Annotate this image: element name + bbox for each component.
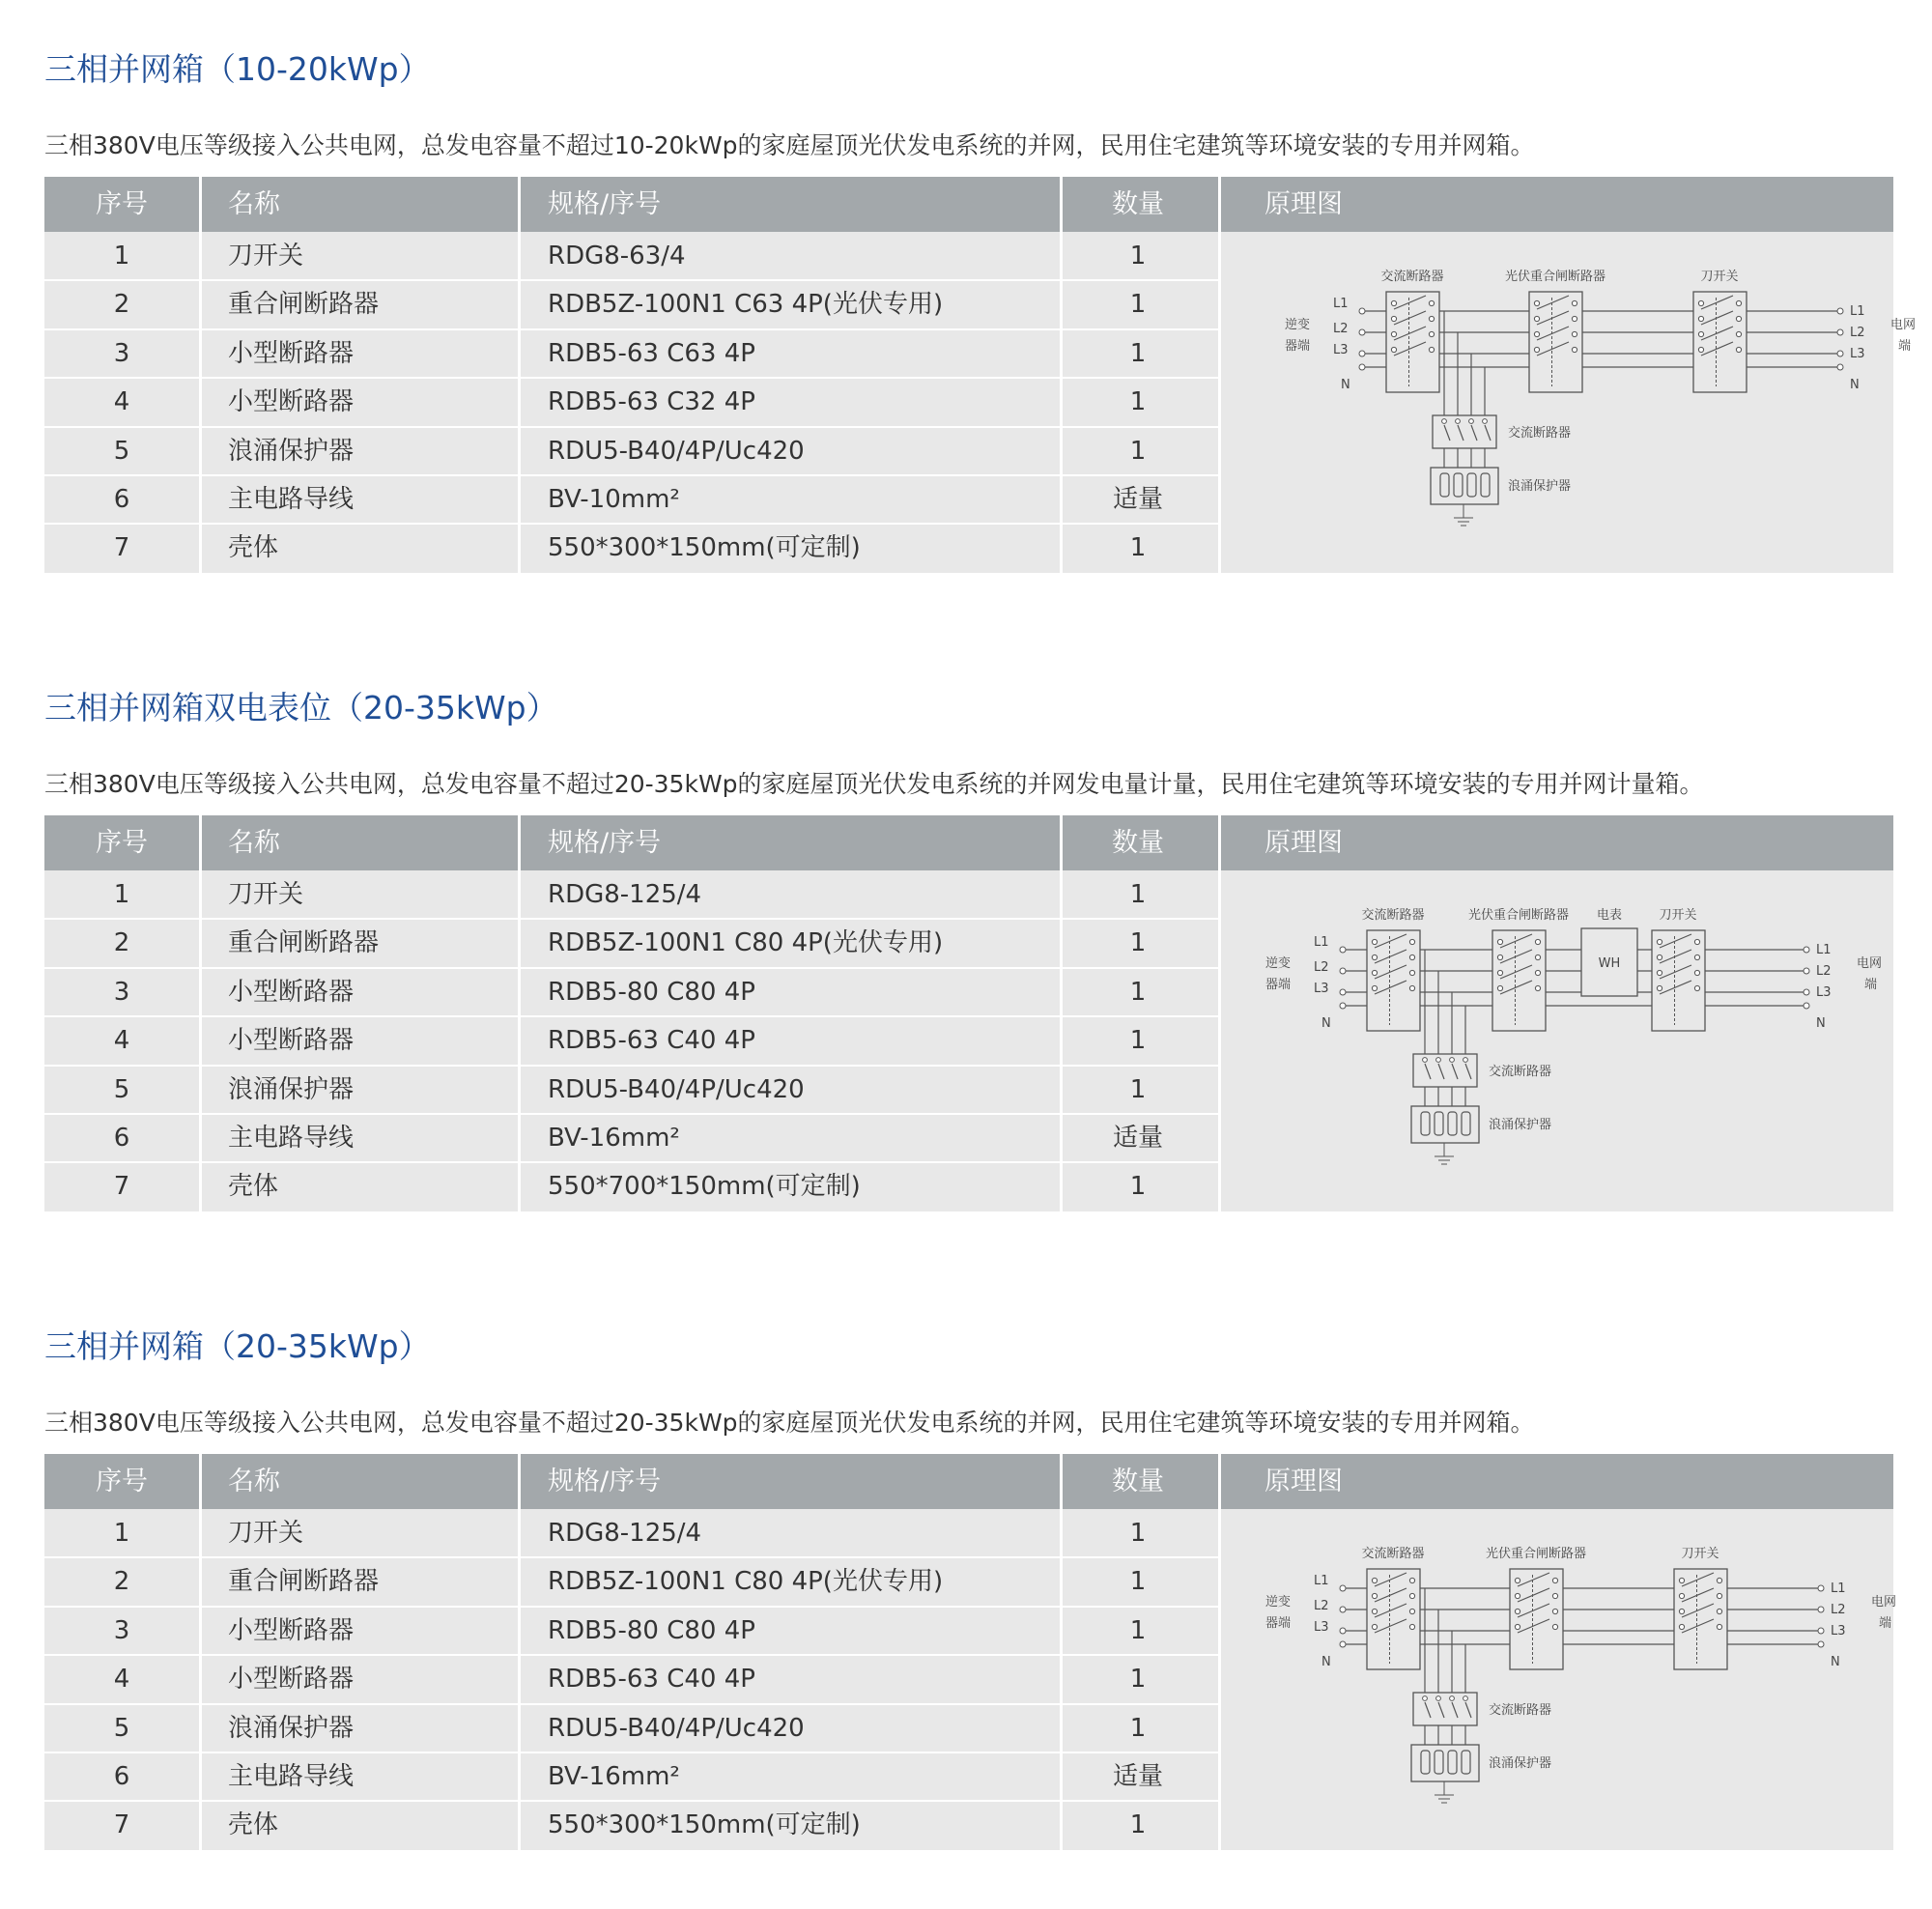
header-qty: 数量: [1112, 189, 1164, 219]
svg-text:刀开关: 刀开关: [1659, 908, 1697, 923]
schematic-diagram: [1222, 870, 1893, 1211]
row-name: 刀开关: [228, 1519, 304, 1548]
row-spec: RDB5Z-100N1 C80 4P(光伏专用): [548, 1567, 944, 1597]
svg-text:L3: L3: [1314, 982, 1329, 996]
row-seq: 4: [113, 387, 130, 417]
row-qty: 1: [1129, 1172, 1147, 1202]
svg-text:端: 端: [1864, 978, 1878, 992]
row-spec: BV-16mm²: [548, 1124, 680, 1153]
svg-text:交流断路器: 交流断路器: [1489, 1065, 1552, 1079]
svg-text:浪涌保护器: 浪涌保护器: [1508, 479, 1572, 494]
row-name: 刀开关: [228, 242, 304, 271]
section-description: 三相380V电压等级接入公共电网，总发电容量不超过20-35kWp的家庭屋顶光伏发电系统的并网发电量计量，民用住宅建筑等环境安装的专用并网计量箱。: [44, 770, 1704, 798]
row-qty: 1: [1129, 338, 1147, 368]
row-name: 浪涌保护器: [228, 1074, 355, 1104]
row-seq: 7: [113, 533, 130, 563]
header-spec: 规格/序号: [548, 828, 662, 858]
row-qty: 1: [1129, 436, 1147, 466]
svg-text:N: N: [1831, 1655, 1840, 1669]
svg-text:逆变: 逆变: [1285, 318, 1311, 332]
row-spec: RDB5-80 C80 4P: [548, 1615, 755, 1645]
row-qty: 1: [1129, 1665, 1147, 1695]
header-diagram: 原理图: [1264, 828, 1343, 858]
svg-text:L1: L1: [1816, 943, 1832, 957]
svg-text:L1: L1: [1831, 1581, 1846, 1596]
row-seq: 5: [113, 1713, 130, 1743]
svg-text:电网: 电网: [1871, 1595, 1897, 1610]
row-spec: RDG8-125/4: [548, 1519, 702, 1548]
row-name: 主电路导线: [228, 1762, 355, 1791]
row-qty: 1: [1129, 533, 1147, 563]
row-qty: 1: [1129, 928, 1147, 958]
svg-text:逆变: 逆变: [1265, 956, 1292, 971]
row-seq: 1: [113, 242, 130, 271]
svg-text:L3: L3: [1314, 1620, 1329, 1635]
row-spec: RDB5-63 C40 4P: [548, 1026, 755, 1056]
row-spec: 550*300*150mm(可定制): [548, 533, 861, 563]
svg-text:器端: 器端: [1265, 978, 1292, 992]
row-seq: 2: [113, 928, 130, 958]
row-name: 浪涌保护器: [228, 436, 355, 466]
row-spec: BV-16mm²: [548, 1762, 680, 1791]
row-name: 小型断路器: [228, 1026, 355, 1056]
row-qty: 适量: [1112, 1124, 1163, 1153]
row-name: 小型断路器: [228, 338, 355, 368]
row-name: 壳体: [228, 1810, 279, 1840]
row-spec: RDU5-B40/4P/Uc420: [548, 1713, 805, 1743]
row-qty: 1: [1129, 290, 1147, 320]
row-qty: 1: [1129, 242, 1147, 271]
svg-text:L1: L1: [1314, 935, 1329, 950]
header-qty: 数量: [1112, 1467, 1164, 1496]
svg-text:L3: L3: [1850, 347, 1865, 361]
row-seq: 3: [113, 1615, 130, 1645]
row-name: 重合闸断路器: [228, 1567, 380, 1597]
svg-text:电网: 电网: [1857, 956, 1883, 971]
svg-text:L2: L2: [1314, 1599, 1329, 1613]
row-seq: 6: [113, 1762, 130, 1791]
row-qty: 1: [1129, 387, 1147, 417]
row-spec: RDB5-63 C32 4P: [548, 387, 755, 417]
section-title: 三相并网箱（10-20kWp）: [44, 50, 431, 88]
row-seq: 6: [113, 1124, 130, 1153]
row-spec: RDG8-63/4: [548, 242, 686, 271]
svg-text:浪涌保护器: 浪涌保护器: [1489, 1118, 1552, 1132]
row-name: 重合闸断路器: [228, 290, 380, 320]
spec-table: [44, 1454, 1897, 1850]
row-qty: 1: [1129, 1713, 1147, 1743]
header-diagram: 原理图: [1264, 189, 1343, 219]
svg-text:L2: L2: [1314, 960, 1329, 975]
header-name: 名称: [228, 1467, 280, 1496]
svg-text:交流断路器: 交流断路器: [1361, 908, 1425, 923]
row-name: 小型断路器: [228, 387, 355, 417]
row-name: 小型断路器: [228, 1615, 355, 1645]
svg-text:N: N: [1816, 1016, 1826, 1031]
row-name: 壳体: [228, 533, 279, 563]
svg-text:L3: L3: [1831, 1624, 1846, 1638]
svg-text:WH: WH: [1598, 956, 1621, 971]
row-spec: RDB5-63 C63 4P: [548, 338, 755, 368]
row-spec: 550*300*150mm(可定制): [548, 1810, 861, 1840]
header-diagram: 原理图: [1264, 1467, 1343, 1496]
header-spec: 规格/序号: [548, 1467, 662, 1496]
row-qty: 1: [1129, 977, 1147, 1007]
row-qty: 1: [1129, 1615, 1147, 1645]
svg-text:刀开关: 刀开关: [1700, 270, 1739, 284]
row-name: 小型断路器: [228, 1665, 355, 1695]
row-qty: 1: [1129, 1810, 1147, 1840]
svg-text:光伏重合闸断路器: 光伏重合闸断路器: [1467, 908, 1570, 923]
row-qty: 适量: [1112, 1762, 1163, 1791]
svg-text:L3: L3: [1816, 985, 1832, 1000]
row-seq: 3: [113, 338, 130, 368]
row-spec: RDB5-63 C40 4P: [548, 1665, 755, 1695]
row-name: 刀开关: [228, 880, 304, 909]
row-seq: 4: [113, 1665, 130, 1695]
row-spec: RDU5-B40/4P/Uc420: [548, 436, 805, 466]
row-qty: 1: [1129, 1519, 1147, 1548]
svg-text:光伏重合闸断路器: 光伏重合闸断路器: [1485, 1547, 1587, 1561]
svg-text:电表: 电表: [1596, 908, 1623, 923]
svg-text:交流断路器: 交流断路器: [1489, 1703, 1552, 1718]
row-qty: 适量: [1112, 485, 1163, 514]
svg-text:器端: 器端: [1285, 339, 1311, 354]
row-seq: 4: [113, 1026, 130, 1056]
schematic-diagram: [1222, 1509, 1897, 1850]
row-seq: 2: [113, 1567, 130, 1597]
svg-text:端: 端: [1898, 339, 1912, 354]
row-spec: RDB5Z-100N1 C80 4P(光伏专用): [548, 928, 944, 958]
svg-text:光伏重合闸断路器: 光伏重合闸断路器: [1504, 270, 1606, 284]
svg-text:刀开关: 刀开关: [1681, 1547, 1719, 1561]
row-name: 壳体: [228, 1172, 279, 1202]
svg-text:交流断路器: 交流断路器: [1380, 270, 1444, 284]
row-spec: BV-10mm²: [548, 485, 680, 514]
row-name: 重合闸断路器: [228, 928, 380, 958]
row-seq: 2: [113, 290, 130, 320]
row-seq: 7: [113, 1810, 130, 1840]
svg-text:L2: L2: [1831, 1603, 1846, 1617]
svg-text:L3: L3: [1333, 343, 1349, 357]
svg-text:L1: L1: [1314, 1574, 1329, 1588]
svg-text:交流断路器: 交流断路器: [1361, 1547, 1425, 1561]
row-name: 主电路导线: [228, 1124, 355, 1153]
row-spec: RDG8-125/4: [548, 880, 702, 909]
row-spec: 550*700*150mm(可定制): [548, 1172, 861, 1202]
svg-text:N: N: [1321, 1016, 1331, 1031]
svg-text:交流断路器: 交流断路器: [1508, 426, 1572, 441]
svg-text:逆变: 逆变: [1265, 1595, 1292, 1610]
svg-text:L1: L1: [1850, 304, 1865, 319]
section-title: 三相并网箱（20-35kWp）: [44, 1327, 431, 1365]
svg-text:电网: 电网: [1890, 318, 1917, 332]
svg-text:L2: L2: [1333, 322, 1349, 336]
row-seq: 6: [113, 485, 130, 514]
schematic-diagram: [1222, 232, 1917, 573]
row-name: 浪涌保护器: [228, 1713, 355, 1743]
header-qty: 数量: [1112, 828, 1164, 858]
section-description: 三相380V电压等级接入公共电网，总发电容量不超过10-20kWp的家庭屋顶光伏发电系统的并网，民用住宅建筑等环境安装的专用并网箱。: [44, 131, 1535, 159]
svg-text:器端: 器端: [1265, 1616, 1292, 1631]
svg-text:端: 端: [1879, 1616, 1892, 1631]
row-seq: 1: [113, 880, 130, 909]
spec-table: [44, 177, 1917, 573]
header-name: 名称: [228, 189, 280, 219]
svg-text:L2: L2: [1850, 326, 1865, 340]
spec-table: [44, 815, 1893, 1211]
row-seq: 5: [113, 436, 130, 466]
row-spec: RDB5-80 C80 4P: [548, 977, 755, 1007]
row-seq: 3: [113, 977, 130, 1007]
row-seq: 7: [113, 1172, 130, 1202]
svg-text:N: N: [1321, 1655, 1331, 1669]
svg-text:N: N: [1341, 378, 1350, 392]
svg-text:L1: L1: [1333, 297, 1349, 311]
svg-text:浪涌保护器: 浪涌保护器: [1489, 1756, 1552, 1771]
row-name: 主电路导线: [228, 485, 355, 514]
row-name: 小型断路器: [228, 977, 355, 1007]
row-qty: 1: [1129, 1567, 1147, 1597]
section-description: 三相380V电压等级接入公共电网，总发电容量不超过20-35kWp的家庭屋顶光伏发电系统的并网，民用住宅建筑等环境安装的专用并网箱。: [44, 1409, 1535, 1437]
section-title: 三相并网箱双电表位（20-35kWp）: [44, 689, 558, 727]
header-seq: 序号: [96, 189, 148, 219]
header-seq: 序号: [96, 828, 148, 858]
header-spec: 规格/序号: [548, 189, 662, 219]
row-spec: RDB5Z-100N1 C63 4P(光伏专用): [548, 290, 944, 320]
row-spec: RDU5-B40/4P/Uc420: [548, 1074, 805, 1104]
header-name: 名称: [228, 828, 280, 858]
row-seq: 1: [113, 1519, 130, 1548]
row-seq: 5: [113, 1074, 130, 1104]
row-qty: 1: [1129, 1074, 1147, 1104]
svg-text:L2: L2: [1816, 964, 1832, 979]
row-qty: 1: [1129, 1026, 1147, 1056]
svg-text:N: N: [1850, 378, 1860, 392]
header-seq: 序号: [96, 1467, 148, 1496]
row-qty: 1: [1129, 880, 1147, 909]
